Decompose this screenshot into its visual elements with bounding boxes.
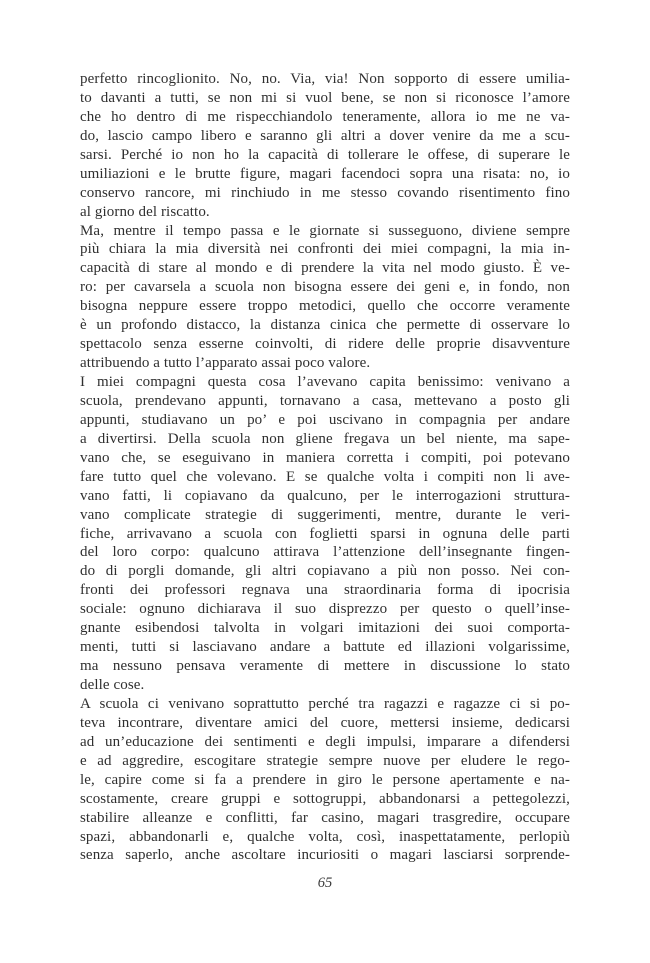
- text-line: bisogna neppure essere troppo metodici, quello che occorre veramente: [80, 298, 570, 315]
- text-line: sarsi. Perché io non ho la capacità di tollerare le offese, di superare le: [80, 146, 570, 163]
- text-line: capacità di stare al mondo e di prendere la vita nel modo giusto. È ve-: [80, 260, 570, 277]
- text-line: più chiara la mia diversità nei confronti dei miei compagni, la mia in-: [80, 241, 570, 258]
- text-line: A scuola ci venivano soprattutto perché tra ragazzi e ragazze ci si po-: [80, 695, 570, 712]
- text-line: perfetto rincoglionito. No, no. Via, via! Non sopporto di essere umilia-: [80, 71, 570, 87]
- text-line: spettacolo senza esserne coinvolti, di ridere delle proprie disavventure: [80, 336, 570, 353]
- text-line: ro: per cavarsela a scuola non bisogna essere dei geni e, in fondo, non: [80, 279, 570, 296]
- text-line: del loro corpo: qualcuno attirava l’attenzione dell’insegnante fingen-: [80, 544, 570, 561]
- text-line: e ad aggredire, escogitare strategie sempre nuove per eludere le rego-: [80, 752, 570, 769]
- text-line: sociale: ognuno dichiarava il suo disprezzo per questo o quell’inse-: [80, 601, 570, 618]
- text-line: conservo rancore, mi rinchiudo in me stesso covando risentimento fino: [80, 184, 570, 201]
- text-line: Ma, mentre il tempo passa e le giornate si susseguono, diviene sempre: [80, 222, 570, 239]
- paragraph: [80, 222, 570, 374]
- text-line: stabilire alleanze e conflitti, far casino, magari trasgredire, occupare: [80, 809, 570, 826]
- paragraph: [80, 695, 570, 865]
- paragraph: [80, 373, 570, 695]
- body-text: [80, 70, 570, 865]
- text-line: vano che, se eseguivano in maniera corretta i compiti, poi potevano: [80, 449, 570, 466]
- text-line: fiche, arrivavano a scuola con foglietti sparsi in ognuna delle parti: [80, 525, 570, 542]
- text-line: delle cose.: [80, 677, 145, 693]
- text-line: vano complicate strategie di suggerimenti, mentre, durante le veri-: [80, 506, 570, 523]
- text-line: ma nessuno pensava veramente di mettere in discussione lo stato: [80, 658, 570, 675]
- text-line: le, capire come si fa a prendere in giro le persone apertamente e na-: [80, 771, 570, 788]
- text-line: fronti dei professori regnava una straordinaria forma di ipocrisia: [80, 582, 570, 599]
- text-line: attribuendo a tutto l’apparato assai poco valore.: [80, 355, 371, 372]
- text-line: umiliazioni e le brutte figure, magari facendoci sopra una risata: no, io: [80, 165, 570, 182]
- text-line: è un profondo distacco, la distanza cinica che permette di osservare lo: [80, 317, 570, 334]
- text-line: gnante esibendosi talvolta in volgari imitazioni dei suoi comporta-: [80, 620, 570, 637]
- text-line: scuola, prendevano appunti, tornavano a casa, mettevano a posto gli: [80, 392, 570, 409]
- text-line: ad un’educazione dei sentimenti e degli impulsi, imparare a difendersi: [80, 733, 570, 750]
- text-line: vano fatti, li copiavano da qualcuno, per le interrogazioni struttura-: [80, 487, 570, 504]
- text-line: I miei compagni questa cosa l’avevano capita benissimo: venivano a: [80, 374, 570, 390]
- text-line: spazi, abbandonarli e, qualche volta, così, inaspettatamente, perlopiù: [80, 828, 570, 845]
- text-line: al giorno del riscatto.: [80, 203, 210, 220]
- text-line: to davanti a tutti, se non mi si vuol bene, se non si riconosce l’amore: [80, 89, 570, 106]
- text-line: do di porgli domande, gli altri copiavano a più non posso. Nei con-: [80, 563, 570, 580]
- text-line: a divertirsi. Della scuola non gliene fregava un bel niente, ma sape-: [80, 430, 570, 447]
- text-line: menti, tutti si lasciavano andare a battute ed illazioni volgarissime,: [80, 639, 570, 656]
- text-line: do, lascio campo libero e saranno gli altri a dover venire da me a scu-: [80, 127, 570, 144]
- paragraph: [80, 70, 570, 222]
- text-line: teva incontrare, diventare amici del cuore, mettersi insieme, dedicarsi: [80, 714, 570, 731]
- text-line: appunti, studiavano un po’ e poi uscivano in compagnia per andare: [80, 411, 570, 428]
- page-number: 65: [317, 875, 333, 891]
- text-line: che ho dentro di me rispecchiandolo teneramente, allora io me ne va-: [80, 108, 570, 125]
- text-line: senza saperlo, anche ascoltare incuriositi o magari lasciarsi sorprende-: [80, 847, 570, 864]
- text-line: scostamente, creare gruppi e sottogruppi, abbandonarsi a pettegolezzi,: [80, 790, 570, 807]
- text-line: fare tutto quel che volevano. E se qualche volta i compiti non li ave-: [80, 468, 570, 485]
